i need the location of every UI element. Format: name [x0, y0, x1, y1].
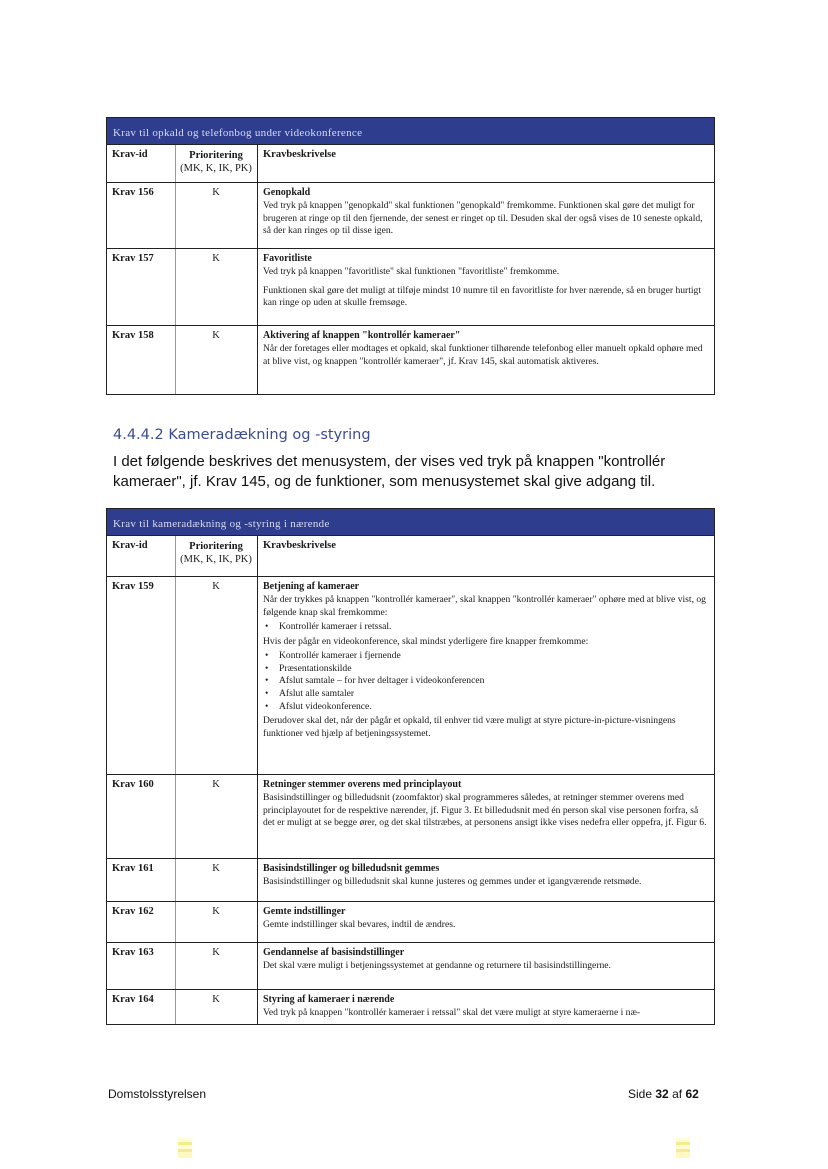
header-id: Krav-id: [112, 149, 148, 160]
req-description: [257, 902, 714, 942]
table-row: [107, 577, 714, 775]
req-title: Aktivering af knappen "kontrollér kameraer": [263, 330, 461, 341]
req-description: [257, 775, 714, 858]
section-heading: 4.4.4.2 Kameradækning og -styring: [113, 427, 371, 443]
req-text: Når der foretages eller modtages et opkald, skal funktioner tilhørende telefonbog eller manuelt opkald ophøre med at blive vist, og knappen "kontrollér kameraer", jf. Krav 145, skal automatisk aktiveres.: [263, 343, 703, 367]
req-priority-value: K: [212, 581, 220, 592]
req-id: Krav 163: [112, 947, 154, 958]
req-title: Gemte indstillinger: [263, 906, 346, 917]
req-priority: [175, 249, 257, 325]
scan-mark-left: [178, 1138, 192, 1158]
req-description: [257, 577, 714, 774]
req-text: Funktionen skal gøre det muligt at tilføje mindst 10 numre til en favoritliste for hver nærende, så en bruger hurtigt kan ringe op uden at skulle fremsøge.: [263, 284, 702, 309]
page-prefix: Side: [628, 1087, 653, 1101]
req-priority: [175, 183, 257, 248]
req-id: Krav 161: [112, 863, 154, 874]
req-text: Gemte indstillinger skal bevares, indtil de ændres.: [263, 919, 456, 931]
table-title: Krav til kameradækning og -styring i nærende: [107, 509, 714, 536]
req-text: Når der trykkes på knappen "kontrollér kameraer", skal knappen "kontrollér kameraer" ophøre med at blive vist, og følgende knap skal fremkomme:: [263, 594, 706, 618]
header-description: Kravbeskrivelse: [257, 536, 714, 576]
req-id: Krav 158: [112, 330, 154, 341]
scan-mark-right: [676, 1138, 690, 1158]
header-priority-label: Prioritering: [189, 150, 243, 161]
requirements-table-calls: [106, 117, 715, 395]
req-priority: [175, 775, 257, 858]
req-priority: [175, 902, 257, 942]
header-description: Kravbeskrivelse: [257, 145, 714, 182]
list-item: • Afslut videokonference.: [279, 701, 710, 714]
req-description: [257, 859, 714, 901]
section-intro: I det følgende beskrives det menusystem, der vises ved tryk på knappen "kontrollér kameraer", jf. Krav 145, og de funktioner, som menusystemet skal give adgang til.: [113, 453, 666, 490]
page-current: 32: [655, 1087, 669, 1101]
list-item: • Kontrollér kameraer i fjernende: [279, 650, 710, 663]
req-title: Betjening af kameraer: [263, 581, 360, 592]
header-id: Krav-id: [112, 540, 148, 551]
page-total: 62: [685, 1087, 699, 1101]
req-priority-value: K: [212, 994, 220, 1005]
req-id: Krav 156: [112, 187, 154, 198]
req-text: Hvis der pågår en videokonference, skal mindst yderligere fire knapper fremkomme:: [263, 635, 589, 647]
requirements-table-cameras: [106, 508, 715, 1025]
list-item: • Afslut alle samtaler: [279, 688, 710, 701]
req-text: Ved tryk på knappen "kontrollér kameraer i retssal" skal det være muligt at styre kameraerne i næ-: [263, 1007, 641, 1019]
req-title: Basisindstillinger og billedudsnit gemmes: [263, 863, 440, 874]
req-id: Krav 159: [112, 581, 154, 592]
table-row: [107, 183, 714, 249]
table-header-row: [107, 145, 714, 183]
header-priority: [175, 145, 257, 182]
req-title: Gendannelse af basisindstillinger: [263, 947, 405, 958]
req-description: [257, 990, 714, 1024]
req-priority-value: K: [212, 906, 220, 917]
req-text: Derudover skal det, når der pågår et opkald, til enhver tid være muligt at styre picture-in-picture-visningens funktioner ved hjælp af betjeningssystemet.: [263, 715, 676, 739]
req-text: Ved tryk på knappen "favoritliste" skal funktionen "favoritliste" fremkomme.: [263, 266, 560, 278]
req-text: Ved tryk på knappen "genopkald" skal funktionen "genopkald" fremkomme. Funktionen skal gøre det muligt for brugeren at ringe op til den fjernende, der senest er ringet op til. Desuden skal der også vises de 10 seneste opkald, så der kan ringes op til disse igen.: [263, 200, 703, 237]
list-item: • Præsentationskilde: [279, 663, 710, 676]
button-list: [263, 650, 710, 713]
header-priority-codes: (MK, K, IK, PK): [180, 554, 252, 565]
req-priority-value: K: [212, 863, 220, 874]
req-priority-value: K: [212, 253, 220, 264]
req-description: [257, 943, 714, 989]
req-title: Retninger stemmer overens med principlayout: [263, 779, 462, 790]
req-description: [257, 183, 714, 248]
table-row: [107, 943, 714, 990]
req-priority: [175, 990, 257, 1024]
table-header-row: [107, 536, 714, 577]
req-priority-value: K: [212, 947, 220, 958]
req-priority: [175, 859, 257, 901]
table-row: [107, 326, 714, 394]
req-priority-value: K: [212, 187, 220, 198]
button-list: [263, 621, 710, 634]
req-priority: [175, 326, 257, 394]
req-text: Det skal være muligt i betjeningssystemet at gendanne og returnere til basisindstillingerne.: [263, 960, 611, 972]
req-id: Krav 164: [112, 994, 154, 1005]
header-priority: [175, 536, 257, 576]
req-priority-value: K: [212, 779, 220, 790]
req-priority: [175, 943, 257, 989]
footer-organization: Domstolsstyrelsen: [108, 1087, 207, 1101]
req-text: Basisindstillinger og billedudsnit skal kunne justeres og gemmes under et igangværende retsmøde.: [263, 876, 642, 888]
req-priority-value: K: [212, 330, 220, 341]
page-of: af: [672, 1087, 683, 1101]
table-row: [107, 859, 714, 902]
table-row: [107, 990, 714, 1024]
req-id: Krav 160: [112, 779, 154, 790]
req-title: Favoritliste: [263, 253, 312, 264]
table-row: [107, 775, 714, 859]
req-description: [257, 249, 714, 325]
table-row: [107, 249, 714, 326]
list-item: • Kontrollér kameraer i retssal.: [279, 621, 710, 634]
header-priority-label: Prioritering: [189, 541, 243, 552]
footer-page-number: [628, 1087, 699, 1101]
req-priority: [175, 577, 257, 774]
table-title: Krav til opkald og telefonbog under videokonference: [107, 118, 714, 145]
req-title: Genopkald: [263, 187, 311, 198]
table-row: [107, 902, 714, 943]
req-description: [257, 326, 714, 394]
req-id: Krav 157: [112, 253, 154, 264]
header-priority-codes: (MK, K, IK, PK): [180, 163, 252, 174]
req-id: Krav 162: [112, 906, 154, 917]
list-item: • Afslut samtale – for hver deltager i videokonferencen: [279, 675, 710, 688]
req-title: Styring af kameraer i nærende: [263, 994, 395, 1005]
req-text: Basisindstillinger og billedudsnit (zoomfaktor) skal programmeres således, at retninger stemmer overens med principlayoutet for de respektive nærender, jf. Figur 3. Et billedudsnit med én person skal vise personen forfra, så det er muligt at se begge ører, og det skal tilstræbes, at personens ansigt ikke vises nedefra eller oppefra, jf. Figur 6.: [263, 792, 707, 829]
